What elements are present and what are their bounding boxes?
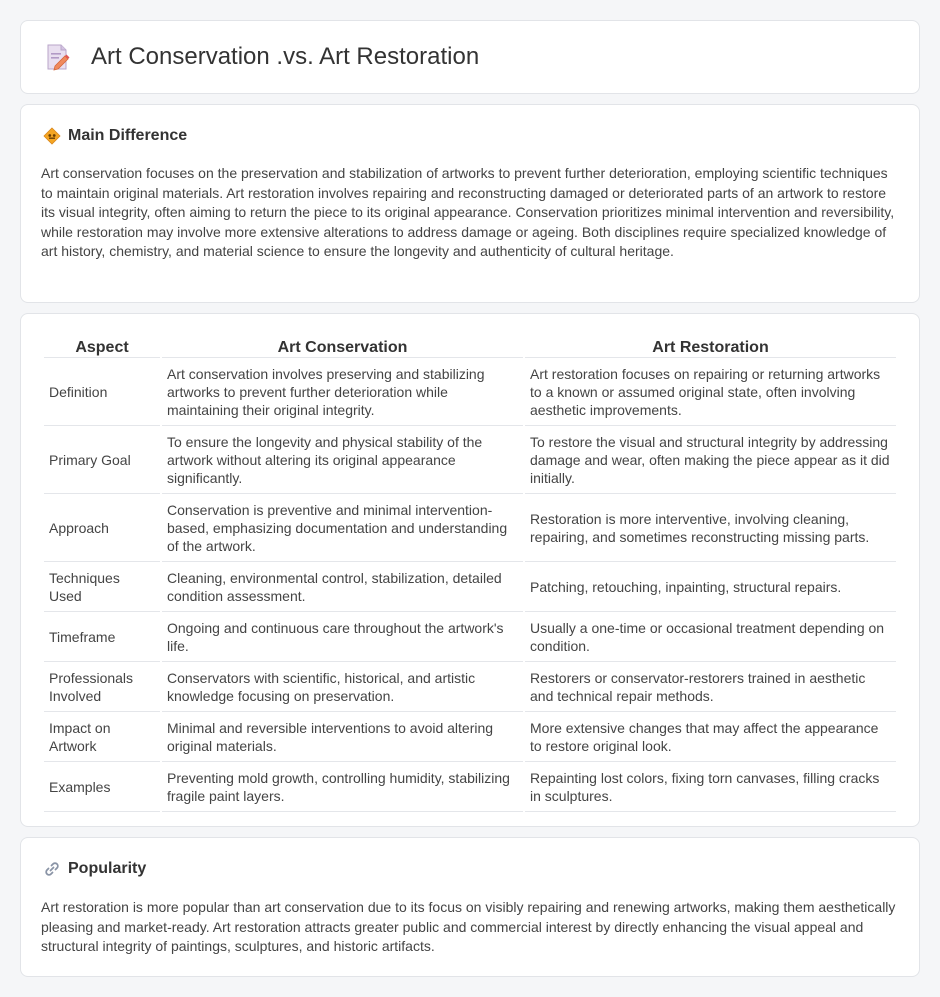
header-art-restoration: Art Restoration — [525, 334, 896, 358]
popularity-text: Art restoration is more popular than art conservation due to its focus on visibly repairing and renewing artworks, making them aesthetically pleasing and market-ready. Art restoration attracts greater public and commercial interest by directly enhancing the visual appeal and structural integrity of paintings, sculptures, and historic artifacts. — [41, 899, 896, 954]
restoration-cell: Usually a one-time or occasional treatment depending on condition. — [525, 612, 896, 662]
popularity-card — [20, 837, 920, 977]
conservation-cell: Preventing mold growth, controlling humidity, stabilizing fragile paint layers. — [162, 762, 523, 812]
main-difference-heading: Main Difference — [68, 127, 188, 144]
table-row — [44, 426, 896, 494]
aspect-cell: Approach — [44, 494, 160, 562]
main-difference-card — [20, 104, 920, 303]
conservation-cell: Conservation is preventive and minimal intervention-based, emphasizing documentation and understanding of the artwork. — [162, 494, 523, 562]
restoration-cell: To restore the visual and structural integrity by addressing damage and wear, often making the piece appear as it did initially. — [525, 426, 896, 494]
comparison-table — [42, 334, 898, 812]
header-art-conservation: Art Conservation — [162, 334, 523, 358]
conservation-cell: Cleaning, environmental control, stabilization, detailed condition assessment. — [162, 562, 523, 612]
aspect-cell: Primary Goal — [44, 426, 160, 494]
table-row — [44, 712, 896, 762]
conservation-cell: Art conservation involves preserving and stabilizing artworks to prevent further deterioration while maintaining their original integrity. — [162, 358, 523, 426]
document-edit-icon — [45, 43, 71, 71]
comparison-table-card — [20, 313, 920, 827]
table-row — [44, 762, 896, 812]
restoration-cell: Repainting lost colors, fixing torn canvases, filling cracks in sculptures. — [525, 762, 896, 812]
page-title: Art Conservation .vs. Art Restoration — [91, 43, 480, 70]
aspect-cell: Examples — [44, 762, 160, 812]
aspect-cell: Techniques Used — [44, 562, 160, 612]
aspect-cell: Definition — [44, 358, 160, 426]
title-card — [20, 20, 920, 94]
aspect-cell: Timeframe — [44, 612, 160, 662]
header-aspect: Aspect — [44, 334, 160, 358]
main-difference-text: Art conservation focuses on the preservation and stabilization of artworks to prevent further deterioration, employing scientific techniques to maintain original materials. Art restoration involves repairing and reconstructing damaged or deteriorated parts of an artwork to restore its visual integrity, often aiming to return the piece to its original appearance. Conservation prioritizes minimal intervention and reversibility, while restoration may involve more extensive alterations to address damage or ageing. Both disciplines require specialized knowledge of art history, chemistry, and material science to ensure the longevity and authenticity of cultural heritage. — [41, 165, 895, 259]
aspect-cell: Impact on Artwork — [44, 712, 160, 762]
main-difference-heading-row — [43, 127, 187, 145]
conservation-cell: To ensure the longevity and physical stability of the artwork without altering its original appearance significantly. — [162, 426, 523, 494]
table-row — [44, 562, 896, 612]
diamond-sign-icon — [43, 127, 61, 145]
restoration-cell: Patching, retouching, inpainting, structural repairs. — [525, 562, 896, 612]
restoration-cell: Restoration is more interventive, involving cleaning, repairing, and sometimes reconstructing missing parts. — [525, 494, 896, 562]
popularity-heading: Popularity — [68, 860, 147, 877]
conservation-cell: Minimal and reversible interventions to avoid altering original materials. — [162, 712, 523, 762]
link-icon — [43, 860, 61, 878]
table-row — [44, 494, 896, 562]
conservation-cell: Conservators with scientific, historical, and artistic knowledge focusing on preservation. — [162, 662, 523, 712]
table-row — [44, 612, 896, 662]
table-header-row — [44, 334, 896, 358]
title-row — [45, 43, 479, 71]
conservation-cell: Ongoing and continuous care throughout the artwork's life. — [162, 612, 523, 662]
restoration-cell: More extensive changes that may affect the appearance to restore original look. — [525, 712, 896, 762]
table-row — [44, 358, 896, 426]
restoration-cell: Restorers or conservator-restorers trained in aesthetic and technical repair methods. — [525, 662, 896, 712]
aspect-cell: Professionals Involved — [44, 662, 160, 712]
table-row — [44, 662, 896, 712]
restoration-cell: Art restoration focuses on repairing or returning artworks to a known or assumed original state, often involving aesthetic improvements. — [525, 358, 896, 426]
popularity-heading-row — [43, 860, 146, 878]
